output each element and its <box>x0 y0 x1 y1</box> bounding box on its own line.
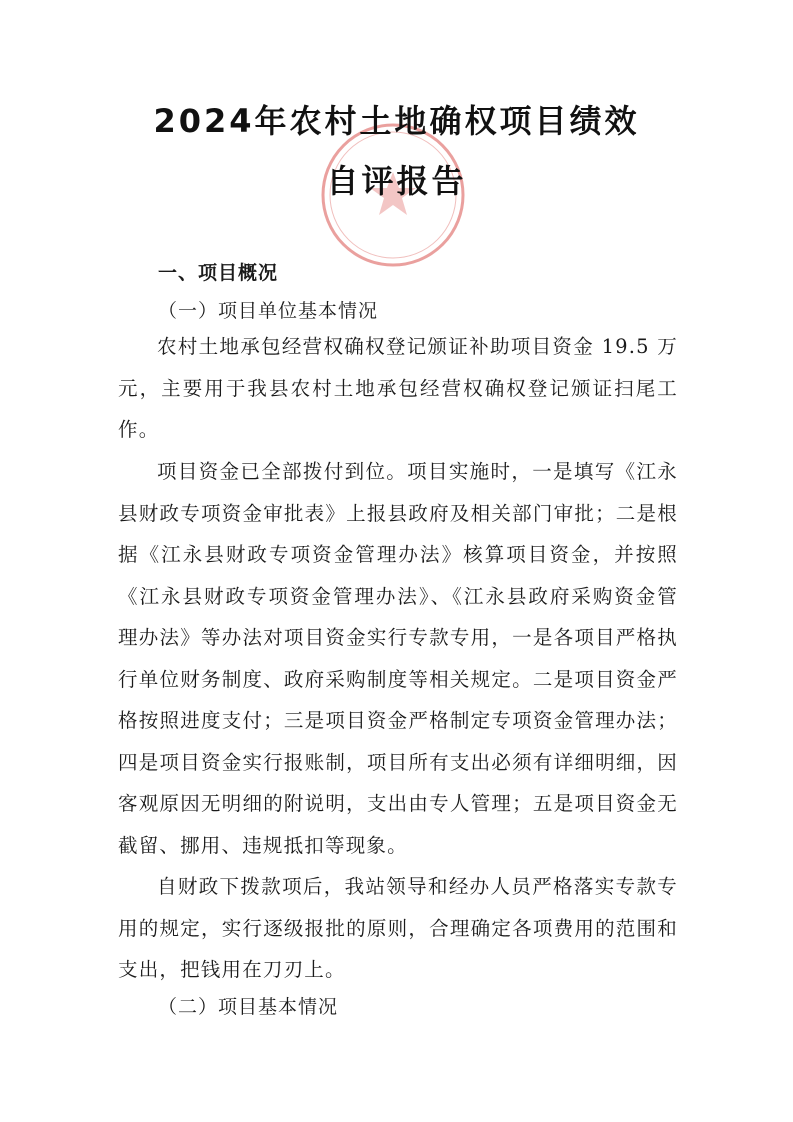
section-heading-project-overview: 一、项目概况 <box>158 262 279 284</box>
paragraph-funding-overview: 农村土地承包经营权确权登记颁证补助项目资金 19.5 万元，主要用于我县农村土地承包经营权确权登记颁证扫尾工作。 <box>118 335 678 441</box>
paragraph-fund-usage: 自财政下拨款项后，我站领导和经办人员严格落实专款专用的规定，实行逐级报批的原则，合理确定各项费用的范围和支出，把钱用在刀刃上。 <box>118 875 678 981</box>
document-title-line1: 2024年农村土地确权项目绩效 <box>153 102 640 140</box>
paragraph-fund-management: 项目资金已全部拨付到位。项目实施时，一是填写《江永县财政专项资金审批表》上报县政府及相关部门审批；二是根据《江永县财政专项资金管理办法》核算项目资金，并按照《江永县财政专项资金管理办法》、《江永县政府采购资金管理办法》等办法对项目资金实行专款专用，一是各项目严格执行单位财务制度、政府采购制度等相关规定。二是项目资金严格按照进度支付；三是项目资金严格制定专项资金管理办法；四是项目资金实行报账制，项目所有支出必须有详细明细，因客观原因无明细的附说明，支出由专人管理；五是项目资金无截留、挪用、违规抵扣等现象。 <box>118 460 678 857</box>
document-title-line2: 自评报告 <box>326 162 467 200</box>
subsection-heading-unit-info: （一）项目单位基本情况 <box>158 300 379 322</box>
subsection-heading-project-info: （二）项目基本情况 <box>158 996 339 1018</box>
